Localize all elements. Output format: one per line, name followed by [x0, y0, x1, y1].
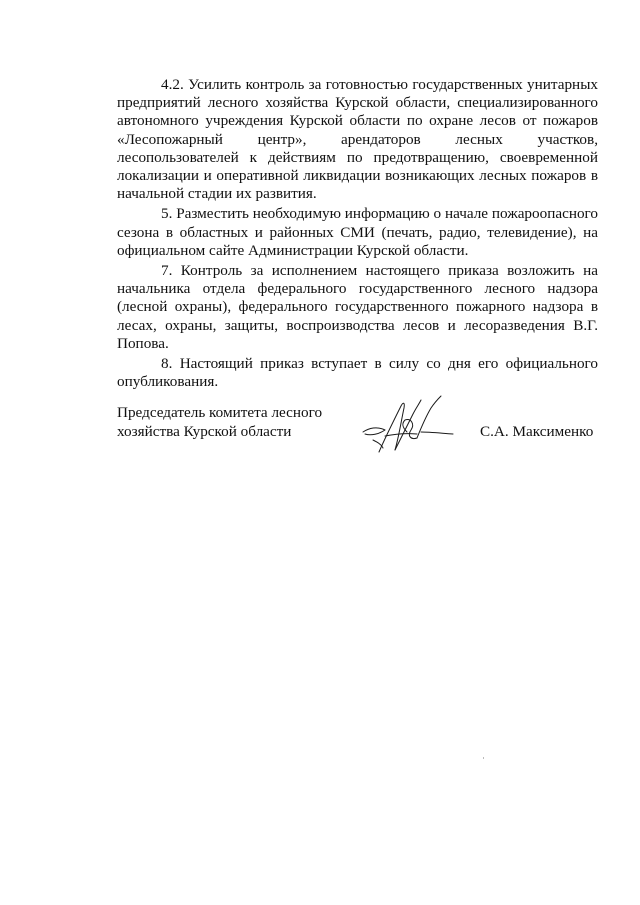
signatory-position [117, 404, 322, 441]
handwritten-signature [355, 392, 465, 462]
document-body [117, 76, 598, 391]
signatory-position-line-2: хозяйства Курской области [117, 422, 292, 440]
signatory-position-line-1: Председатель комитета лесного [117, 404, 323, 421]
paragraph-5: 5. Разместить необходимую информацию о начале пожароопасного сезона в областных и районных СМИ (печать, радио, телевидение), на официальном сайте Администрации Курской области. [117, 205, 598, 259]
scan-speck [483, 757, 484, 759]
signatory-name: С.А. Максименко [480, 423, 594, 440]
paragraph-8: 8. Настоящий приказ вступает в силу со дня его официального опубликования. [117, 355, 598, 391]
paragraph-4-2: 4.2. Усилить контроль за готовностью государственных унитарных предприятий лесного хозяйства Курской области, специализированного автономного учреждения Курской области по охране лесов от пожаров «Лесопожарный центр», арендаторов лесных участков, лесопользователей к действиям по предотвращению, своевременной локализации и оперативной ликвидации возникающих лесных пожаров в начальной стадии их развития. [117, 76, 598, 203]
paragraph-7: 7. Контроль за исполнением настоящего приказа возложить на начальника отдела федерального государственного лесного надзора (лесной охраны), федерального государственного пожарного надзора в лесах, охраны, защиты, воспроизводства лесов и лесоразведения В.Г. Попова. [117, 262, 598, 352]
